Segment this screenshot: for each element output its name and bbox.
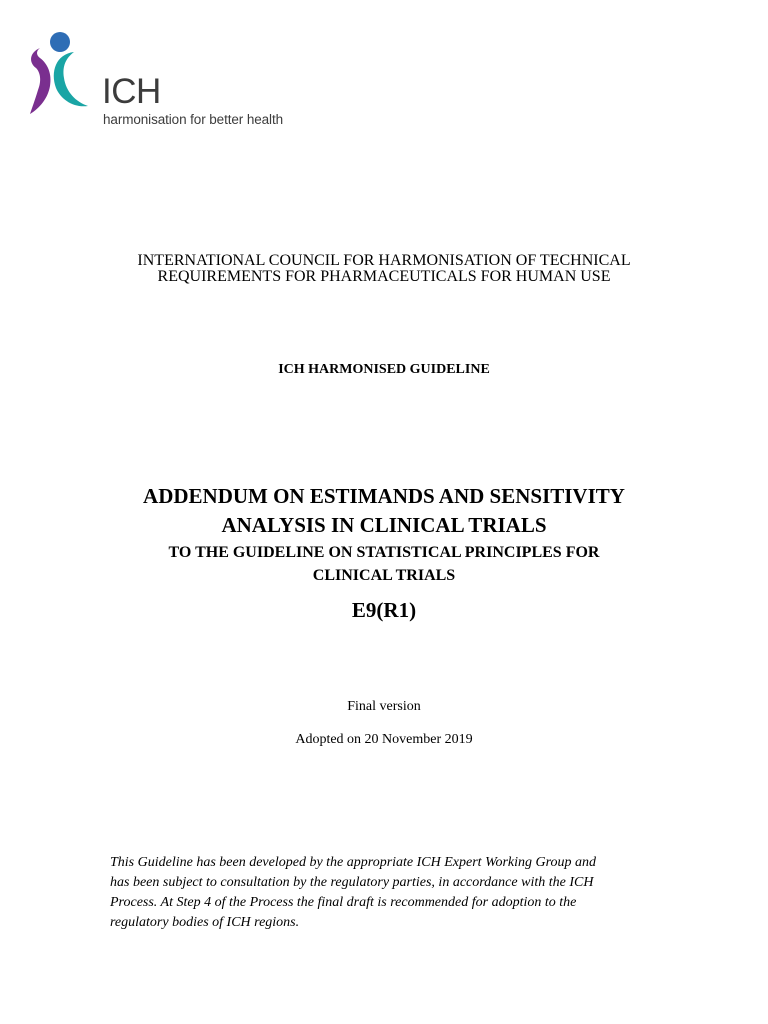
title-line: ADDENDUM ON ESTIMANDS AND SENSITIVITY bbox=[143, 484, 625, 508]
disclaimer-line: Process. At Step 4 of the Process the final draft is recommended for adoption to the bbox=[110, 895, 577, 910]
subtitle-line: TO THE GUIDELINE ON STATISTICAL PRINCIPLES FOR bbox=[168, 544, 600, 561]
subtitle-line: CLINICAL TRIALS bbox=[312, 567, 456, 584]
document-title bbox=[0, 482, 768, 540]
disclaimer-line: This Guideline has been developed by the appropriate ICH Expert Working Group and bbox=[110, 855, 597, 870]
ich-logo-mark-icon bbox=[26, 28, 106, 118]
version-status: Final version bbox=[347, 699, 421, 714]
logo-dot-icon bbox=[50, 32, 70, 52]
disclaimer-note bbox=[110, 853, 670, 933]
document-subtitle bbox=[0, 541, 768, 587]
logo-tagline: harmonisation for better health bbox=[103, 112, 284, 127]
logo-teal-arc-icon bbox=[54, 52, 88, 106]
guideline-code: E9(R1) bbox=[351, 598, 417, 622]
council-line: INTERNATIONAL COUNCIL FOR HARMONISATION OF TECHNICAL bbox=[137, 252, 631, 269]
title-line: ANALYSIS IN CLINICAL TRIALS bbox=[221, 513, 547, 537]
adoption-date: Adopted on 20 November 2019 bbox=[295, 732, 473, 747]
logo-purple-swoosh-icon bbox=[30, 48, 51, 114]
council-line: REQUIREMENTS FOR PHARMACEUTICALS FOR HUMAN USE bbox=[157, 268, 611, 285]
ich-logo bbox=[26, 28, 296, 127]
disclaimer-line: regulatory bodies of ICH regions. bbox=[110, 915, 300, 930]
council-name bbox=[0, 253, 768, 285]
logo-name: ICH bbox=[102, 72, 161, 111]
guideline-type: ICH HARMONISED GUIDELINE bbox=[278, 362, 490, 377]
disclaimer-line: has been subject to consultation by the regulatory parties, in accordance with the ICH bbox=[110, 875, 594, 890]
